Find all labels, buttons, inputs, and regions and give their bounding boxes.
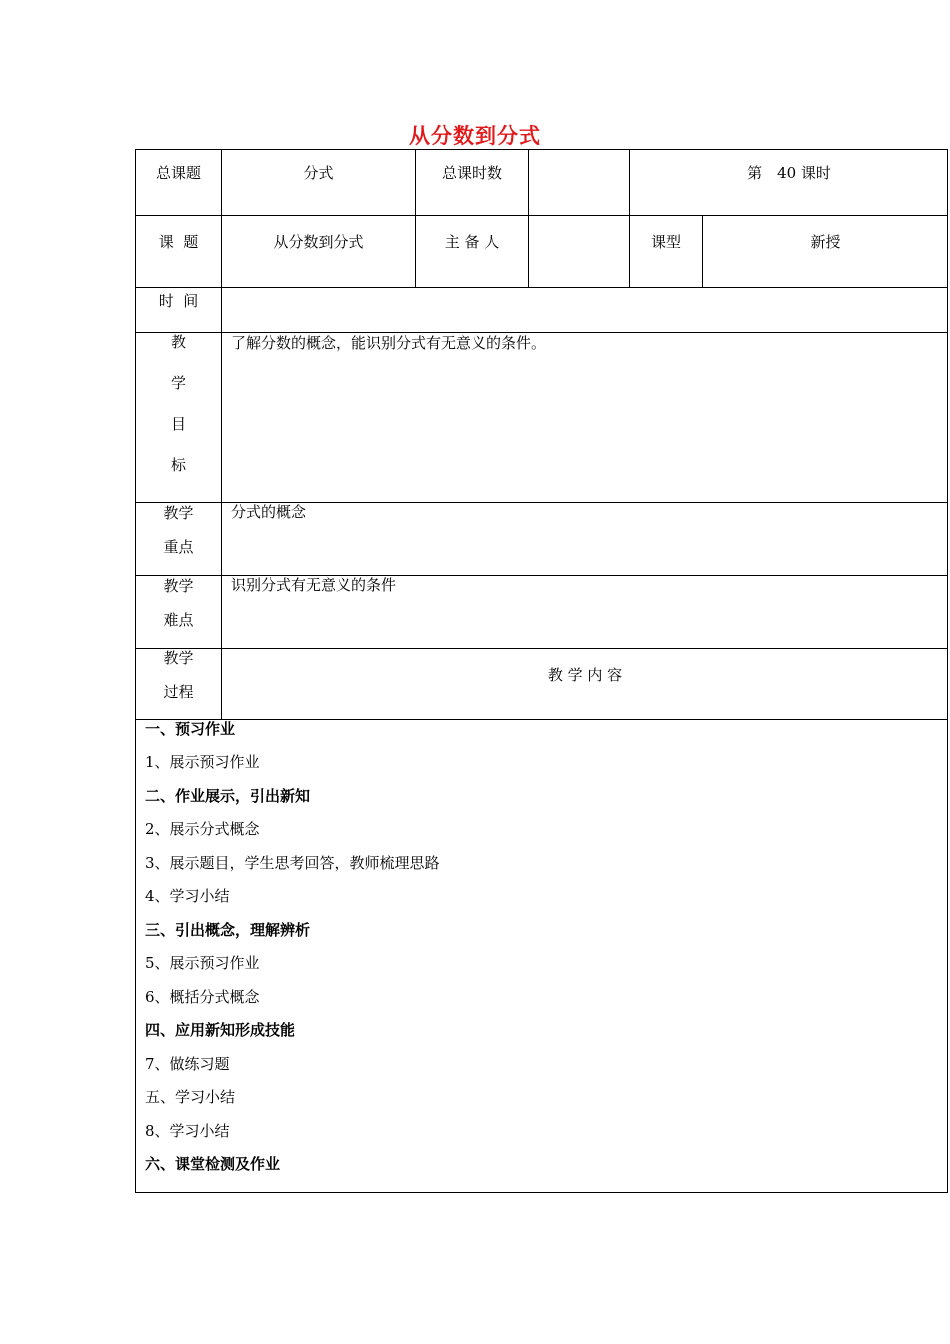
- process-line: 3、展示题目，学生思考回答，教师梳理思路: [145, 854, 440, 872]
- objectives-label-char: 目: [170, 415, 186, 433]
- lesson-type-label: 课型: [650, 233, 681, 251]
- row-divider: [135, 648, 948, 649]
- preparer-label: 主 备 人: [444, 233, 500, 251]
- process-line: 一、预习作业: [145, 720, 236, 738]
- difficulties-label-line: 难点: [163, 611, 194, 629]
- process-line: 6、概括分式概念: [145, 988, 260, 1006]
- objectives-label: [136, 322, 221, 486]
- objectives-label-char: 学: [170, 374, 186, 392]
- total-hours-label: 总课时数: [441, 164, 502, 182]
- row-divider: [135, 719, 948, 720]
- objectives-text: 了解分数的概念，能识别分式有无意义的条件。: [231, 334, 547, 352]
- topic-label: 课 题: [158, 233, 199, 251]
- topic-value: 从分数到分式: [273, 233, 364, 251]
- difficulties-label: [136, 569, 221, 637]
- process-line: 三、引出概念，理解辨析: [145, 921, 311, 939]
- row-divider: [135, 215, 948, 216]
- total-topic-value: 分式: [303, 164, 334, 182]
- difficulties-label-line: 教学: [163, 577, 194, 595]
- key-points-text: 分式的概念: [231, 503, 307, 521]
- time-label: 时 间: [158, 292, 199, 310]
- process-line: 四、应用新知形成技能: [145, 1021, 296, 1039]
- process-label-line: 教学: [163, 649, 194, 667]
- document-title: 从分数到分式: [409, 124, 541, 148]
- process-line: 5、展示预习作业: [145, 954, 260, 972]
- process-line: 二、作业展示，引出新知: [145, 787, 311, 805]
- process-label-line: 过程: [163, 683, 194, 701]
- key-points-label: [136, 496, 221, 564]
- total-topic-label: 总课题: [155, 164, 201, 182]
- process-line: 五、学习小结: [145, 1088, 236, 1106]
- row-divider: [135, 287, 948, 288]
- column-divider: [528, 149, 529, 287]
- lesson-number: 第 40 课时: [747, 164, 831, 182]
- objectives-label-char: 教: [170, 333, 186, 351]
- process-line: 2、展示分式概念: [145, 820, 260, 838]
- process-content-header: 教 学 内 容: [547, 666, 623, 684]
- difficulties-text: 识别分式有无意义的条件: [231, 576, 397, 594]
- key-points-label-line: 重点: [163, 538, 194, 556]
- process-line: 六、课堂检测及作业: [145, 1155, 281, 1173]
- lesson-type-value: 新授: [810, 233, 841, 251]
- process-line: 1、展示预习作业: [145, 753, 260, 771]
- process-label: [136, 641, 221, 709]
- process-line: 7、做练习题: [145, 1055, 230, 1073]
- process-line: 4、学习小结: [145, 887, 230, 905]
- objectives-label-char: 标: [170, 456, 186, 474]
- key-points-label-line: 教学: [163, 504, 194, 522]
- process-line: 8、学习小结: [145, 1122, 230, 1140]
